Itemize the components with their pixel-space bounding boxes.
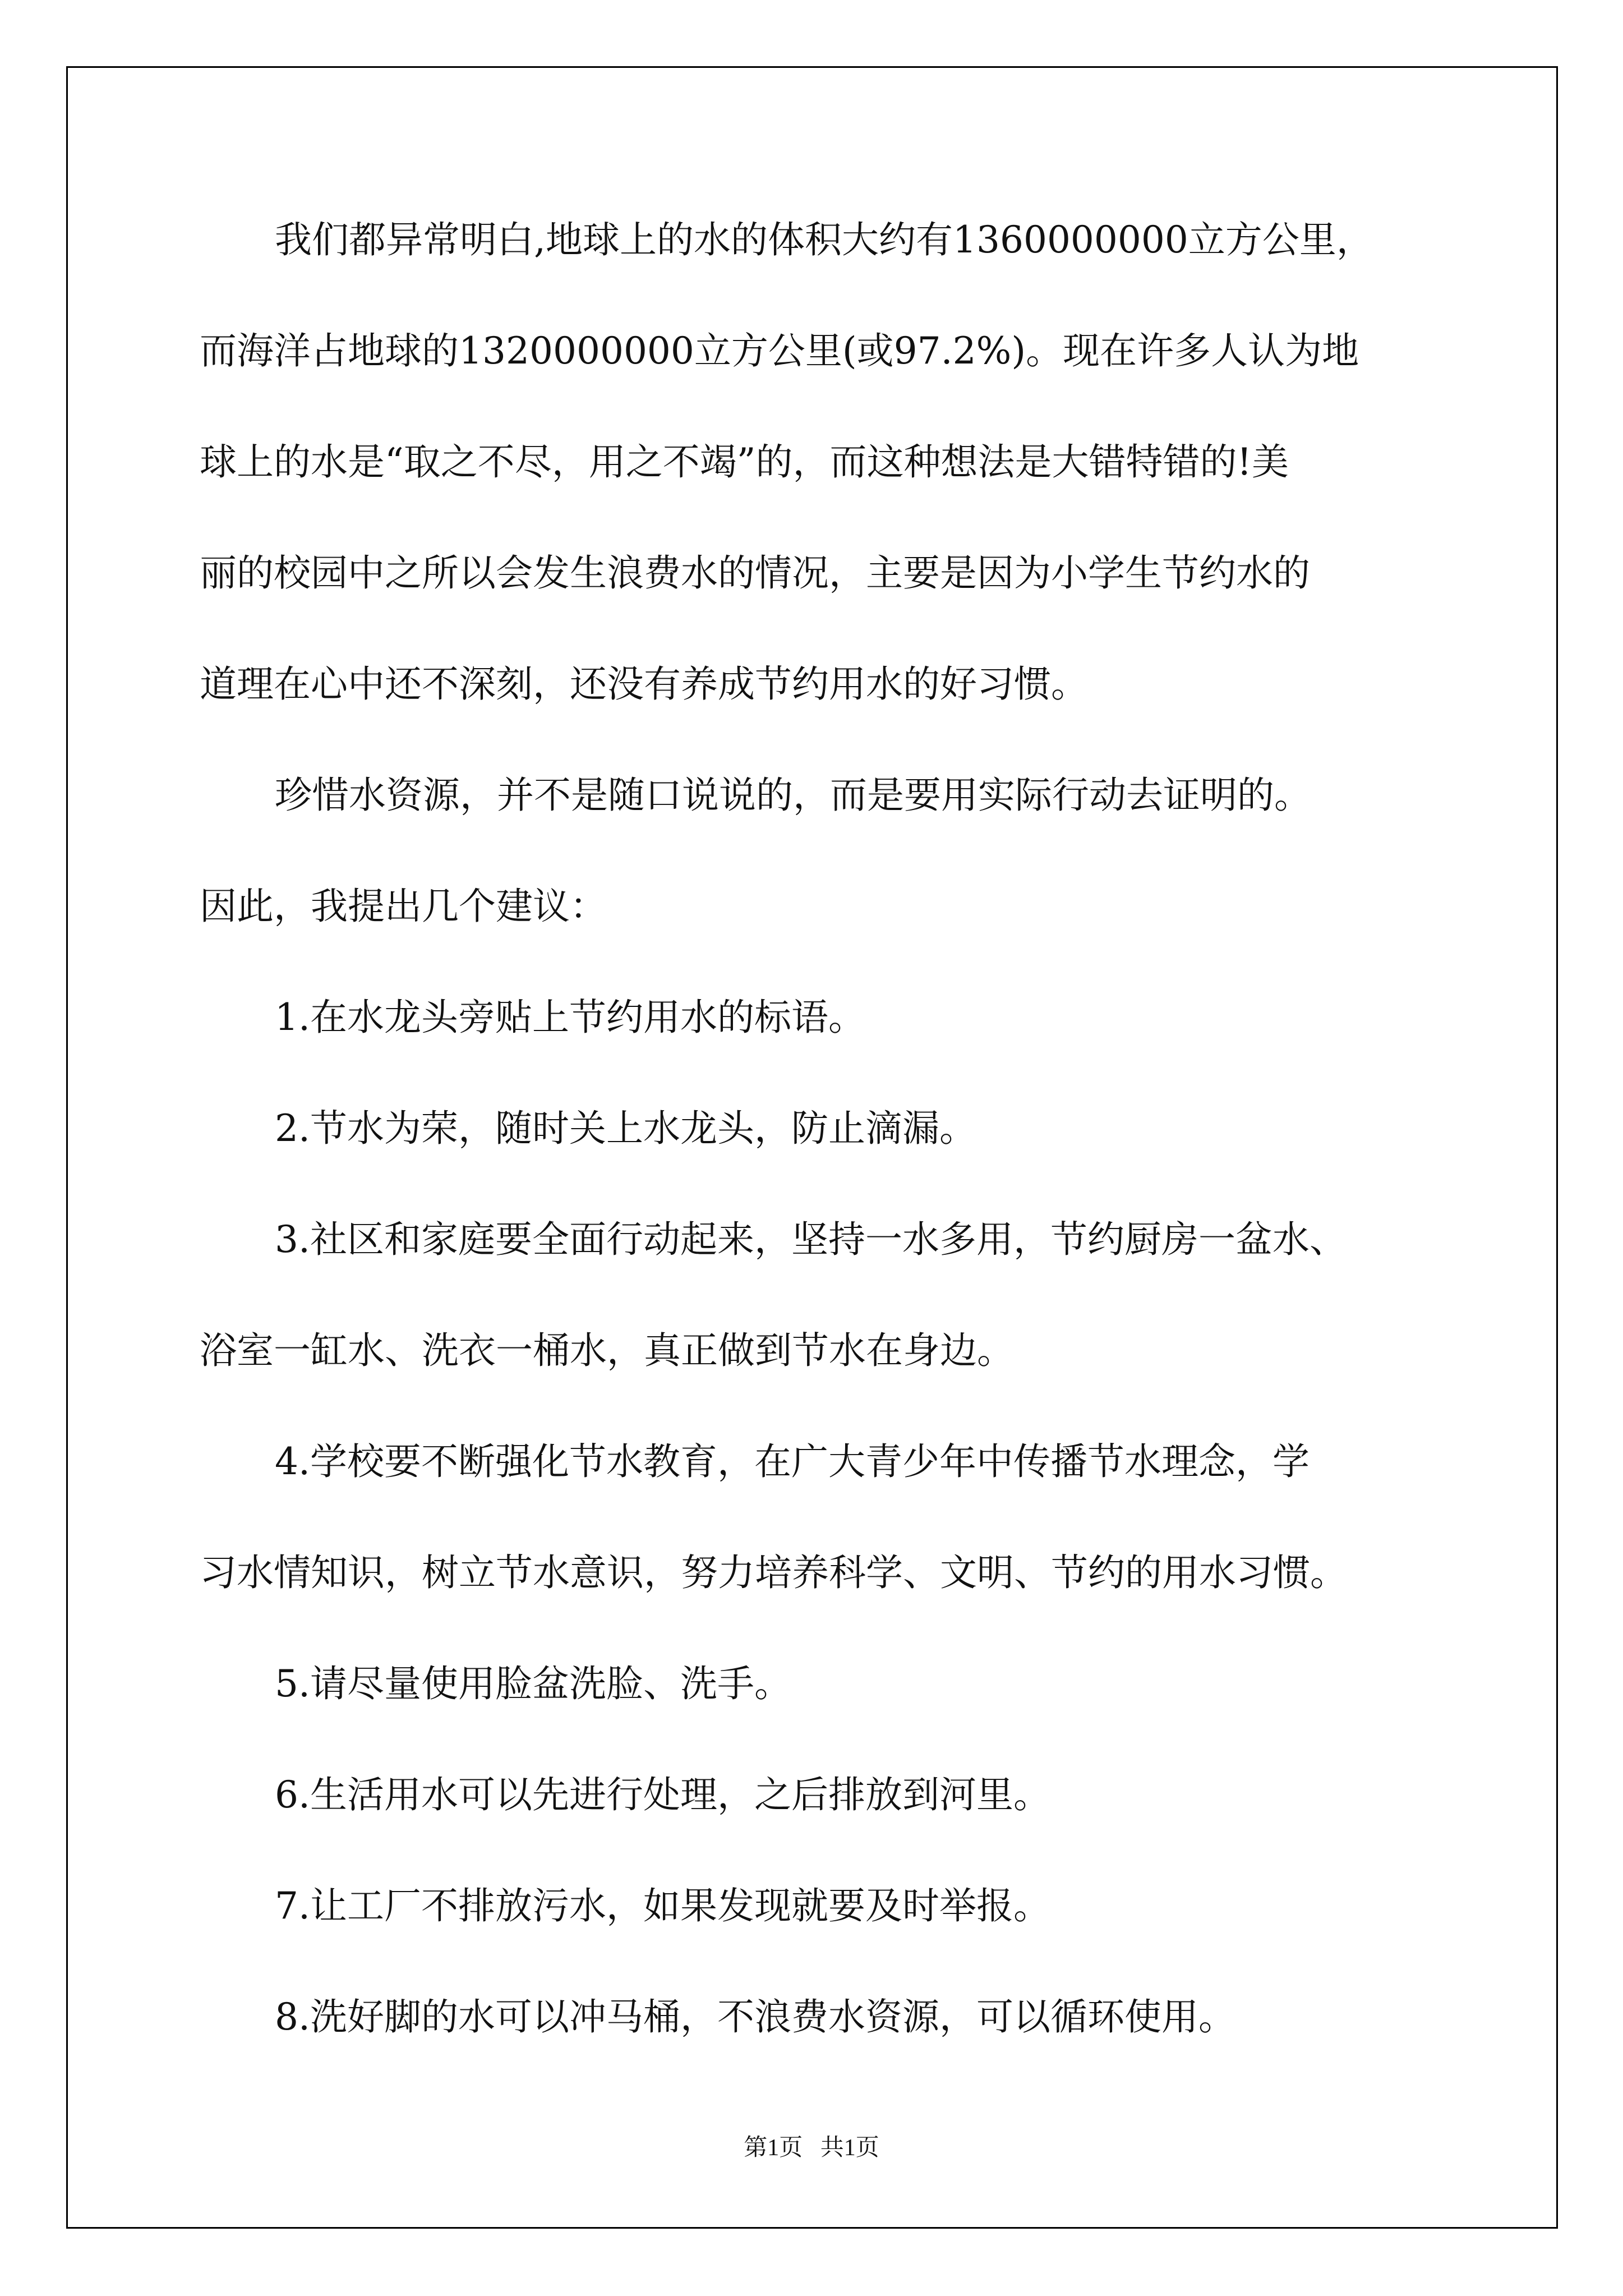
paragraph-line: 道理在心中还不深刻，还没有养成节约用水的好习惯。 [200,662,1088,706]
list-item: 8.洗好脚的水可以冲马桶，不浪费水资源，可以循环使用。 [275,1995,1235,2039]
list-item: 2.节水为荣，随时关上水龙头，防止滴漏。 [275,1107,976,1150]
paragraph-line: 我们都异常明白,地球上的水的体积大约有1360000000立方公里， [275,218,1373,261]
list-item: 1.在水龙头旁贴上节约用水的标语。 [275,996,865,1039]
list-item: 7.让工厂不排放污水，如果发现就要及时举报。 [275,1884,1050,1927]
paragraph-line: 因此，我提出几个建议： [200,885,607,928]
page-footer: 第1页 共1页 [744,2135,879,2161]
paragraph-line: 珍惜水资源，并不是随口说说的，而是要用实际行动去证明的。 [275,774,1311,817]
list-item-continuation: 习水情知识，树立节水意识，努力培养科学、文明、节约的用水习惯。 [200,1551,1347,1594]
list-item: 5.请尽量使用脸盆洗脸、洗手。 [275,1662,791,1705]
document-body [200,210,1495,2099]
list-item: 4.学校要不断强化节水教育，在广大青少年中传播节水理念，学 [275,1440,1310,1483]
paragraph-line: 丽的校园中之所以会发生浪费水的情况，主要是因为小学生节约水的 [200,551,1310,595]
list-item-continuation: 浴室一缸水、洗衣一桶水，真正做到节水在身边。 [200,1329,1014,1372]
paragraph-line: 而海洋占地球的1320000000立方公里(或97.2%)。现在许多人认为地 [200,329,1359,372]
list-item: 6.生活用水可以先进行处理，之后排放到河里。 [275,1773,1050,1816]
list-item: 3.社区和家庭要全面行动起来，坚持一水多用，节约厨房一盆水、 [275,1218,1347,1261]
paragraph-line: 球上的水是“取之不尽，用之不竭”的，而这种想法是大错特错的!美 [200,440,1289,484]
